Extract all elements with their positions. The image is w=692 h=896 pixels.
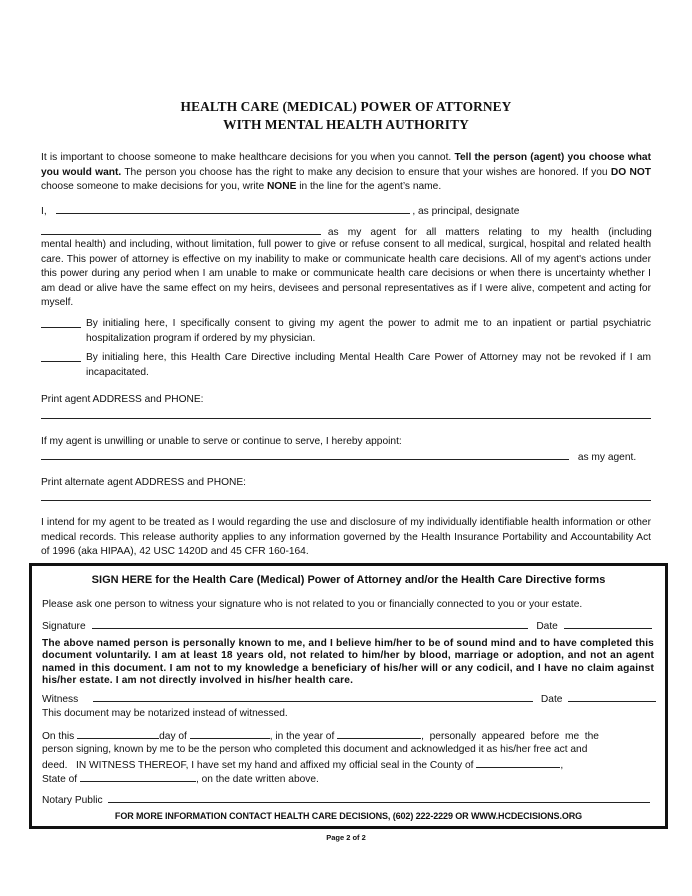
- alternate-agent-name-field[interactable]: [41, 449, 569, 460]
- intro-text: It is important to choose someone to make healthcare decisions for you when you cannot.: [41, 152, 455, 163]
- notary-month-field[interactable]: [190, 728, 270, 739]
- signature-field[interactable]: [92, 618, 528, 629]
- principal-row: [41, 203, 651, 220]
- witness-label: Witness: [42, 694, 79, 705]
- contact-info-footer: FOR MORE INFORMATION CONTACT HEALTH CARE DECISIONS, (602) 222-2229 OR WWW.HCDECISIONS.ORG: [114, 811, 583, 821]
- initial-item-text: By initialing here, this Health Care Directive including Mental Health Care Power of Attorney may not be revoked if I am incapacitated.: [86, 352, 651, 378]
- principal-suffix: , as principal, designate: [412, 206, 520, 217]
- notary-line-2: person signing, known by me to be the person who completed this document and acknowledged it as his/her free act and: [42, 744, 588, 755]
- intro-emphasis: DO NOT: [610, 166, 651, 178]
- page-number: Page 2 of 2: [326, 833, 366, 842]
- notary-public-field[interactable]: [108, 792, 650, 803]
- sign-box-title-rest: for the Health Care (Medical) Power of Attorney and/or the Health Care Directive forms: [152, 574, 606, 586]
- agent-address-label: Print agent ADDRESS and PHONE:: [41, 394, 204, 405]
- notary-state-field[interactable]: [80, 771, 196, 782]
- notary-county-text: deed. IN WITNESS THEREOF, I have set my hand and affixed my official seal in the County of: [42, 760, 474, 771]
- notarize-note: This document may be notarized instead of witnessed.: [42, 708, 288, 719]
- witness-date-label: Date: [540, 694, 563, 705]
- notary-on-this: On this: [42, 731, 75, 742]
- witness-row: [42, 691, 654, 708]
- sign-here-label: SIGN HERE: [91, 574, 153, 586]
- sign-here-box: [29, 563, 668, 829]
- initial-field[interactable]: [41, 351, 81, 362]
- principal-prefix: I,: [41, 206, 47, 217]
- notary-comma: ,: [560, 760, 564, 771]
- alternate-intro: If my agent is unwilling or unable to serve or continue to serve, I hereby appoint:: [41, 436, 402, 447]
- signature-row: [42, 618, 654, 635]
- agent-paragraph-lead: as my agent for all matters relating to my health (including: [327, 227, 652, 238]
- agent-paragraph: mental health) and including, without limitation, full power to give or refuse consent to all medical, surgical, hospital and related health care. This power of attorney is effective on my inability to make or communicate health care decisions. All of my agent's actions under this power during any period when I am unable to make or communicate health care decisions or when there is uncertainty whether I am dead or alive have the same effect on my heirs, devisees and personal representatives as if I were alive, competent and acting for myself.: [41, 239, 651, 309]
- intro-emphasis: NONE: [266, 181, 297, 193]
- witness-instruction: Please ask one person to witness your signature who is not related to you or financially connected to you or your estate.: [42, 599, 583, 610]
- notary-in-year: , in the year of: [269, 731, 335, 742]
- witness-field[interactable]: [93, 691, 533, 702]
- document-title-line-1: HEALTH CARE (MEDICAL) POWER OF ATTORNEY: [180, 99, 512, 114]
- intro-text: The person you choose has the right to make any decision to ensure that your wishes are honored. If you: [121, 166, 611, 178]
- agent-address-field[interactable]: [41, 418, 651, 419]
- notary-on-date: , on the date written above.: [195, 774, 319, 785]
- agent-name-field[interactable]: [41, 224, 321, 235]
- document-title-line-2: WITH MENTAL HEALTH AUTHORITY: [223, 117, 469, 132]
- notary-appeared: , personally appeared before me the: [421, 731, 599, 742]
- alternate-address-label: Print alternate agent ADDRESS and PHONE:: [41, 477, 246, 488]
- signature-date-field[interactable]: [564, 618, 652, 629]
- alternate-suffix: as my agent.: [577, 452, 637, 463]
- notary-day-of: day of: [159, 731, 187, 742]
- witness-statement: The above named person is personally known to me, and I believe him/her to be of sound mind and to have completed this document voluntarily. I am at least 18 years old, not related to him/her by blood, marriage or adoption, and not an agent named in this document. I am not to my knowledge a beneficiary of his/her will or any codicil, and I have no claim against his/her estate. I am not directly involved in his/her health care.: [42, 638, 654, 687]
- witness-date-field[interactable]: [568, 691, 656, 702]
- initial-item-irrevocable: [41, 351, 651, 380]
- intro-paragraph: [41, 151, 651, 195]
- notary-state-row: [42, 771, 654, 788]
- intro-text: choose someone to make decisions for you, write: [41, 181, 267, 193]
- notary-year-field[interactable]: [337, 728, 421, 739]
- notary-public-row: [42, 792, 654, 809]
- intro-emphasis: Tell the person (agent) you choose what you would want.: [41, 152, 651, 178]
- initial-item-hospitalization: [41, 317, 651, 346]
- intro-text: in the line for the agent’s name.: [296, 181, 442, 193]
- alternate-address-field[interactable]: [41, 500, 651, 501]
- notary-day-field[interactable]: [77, 728, 159, 739]
- hipaa-paragraph: I intend for my agent to be treated as I would regarding the use and disclosure of my individually identifiable health information or other medical records. This release authority applies to any information governed by the Health Insurance Portability and Accountability Act of 1996 (aka HIPAA), 42 USC 1420D and 45 CFR 160-164.: [41, 517, 651, 558]
- sign-box-title: [32, 573, 665, 588]
- signature-date-label: Date: [536, 621, 558, 632]
- initial-item-text: By initialing here, I specifically consent to giving my agent the power to admit me to an inpatient or partial psychiatric hospitalization program if ordered by my physician.: [86, 318, 651, 344]
- alternate-agent-row: [41, 449, 651, 466]
- initial-field[interactable]: [41, 317, 81, 328]
- signature-label: Signature: [42, 621, 86, 632]
- notary-state-label: State of: [42, 774, 78, 785]
- notary-public-label: Notary Public: [42, 795, 103, 806]
- notary-county-field[interactable]: [476, 757, 560, 768]
- principal-name-field[interactable]: [56, 203, 410, 214]
